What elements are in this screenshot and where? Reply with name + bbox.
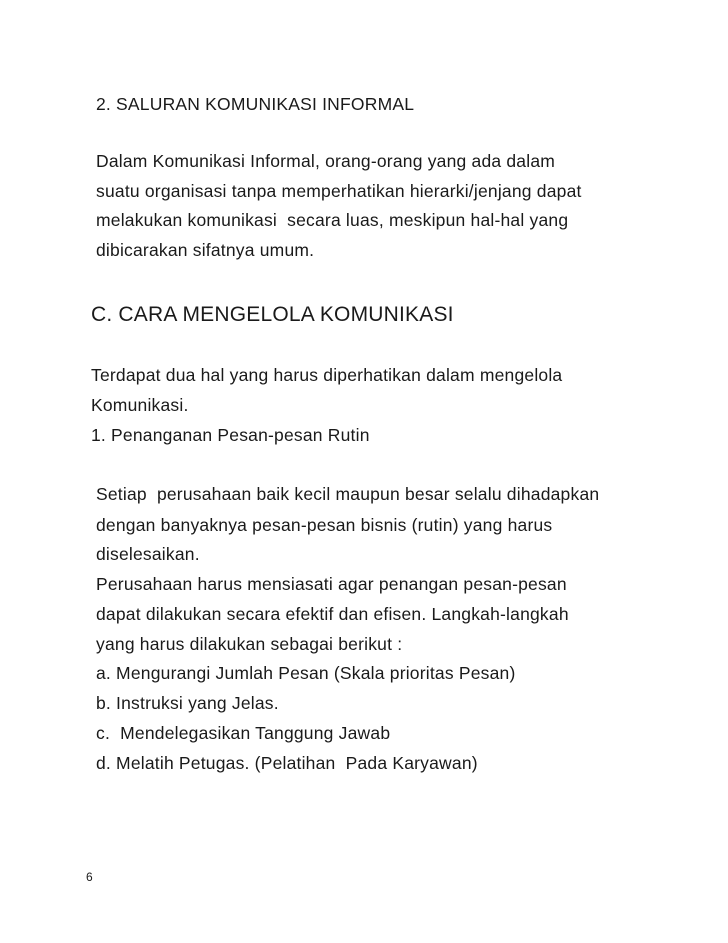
body-line: yang harus dilakukan sebagai berikut : <box>96 634 403 654</box>
body-line: diselesaikan. <box>96 544 200 564</box>
section-heading-saluran-informal: 2. SALURAN KOMUNIKASI INFORMAL <box>96 94 415 114</box>
intro-line: Terdapat dua hal yang harus diperhatikan dalam mengelola <box>91 365 563 385</box>
paragraph-line: dibicarakan sifatnya umum. <box>96 240 315 260</box>
list-item: b. Instruksi yang Jelas. <box>96 693 279 713</box>
paragraph-line: melakukan komunikasi secara luas, meskipun hal-hal yang <box>96 210 569 230</box>
list-item: c. Mendelegasikan Tanggung Jawab <box>96 723 391 743</box>
list-item: a. Mengurangi Jumlah Pesan (Skala prioritas Pesan) <box>96 663 516 683</box>
body-line: Perusahaan harus mensiasati agar penangan pesan-pesan <box>96 574 567 594</box>
list-item: d. Melatih Petugas. (Pelatihan Pada Karyawan) <box>96 753 478 773</box>
body-line: Setiap perusahaan baik kecil maupun besar selalu dihadapkan <box>96 484 600 504</box>
subheading-penanganan-pesan: 1. Penanganan Pesan-pesan Rutin <box>91 425 370 445</box>
paragraph-line: Dalam Komunikasi Informal, orang-orang yang ada dalam <box>96 151 556 171</box>
intro-line: Komunikasi. <box>91 395 189 415</box>
paragraph-line: suatu organisasi tanpa memperhatikan hierarki/jenjang dapat <box>96 181 582 201</box>
body-line: dengan banyaknya pesan-pesan bisnis (rutin) yang harus <box>96 515 553 535</box>
page-number: 6 <box>86 870 93 884</box>
section-heading-cara-mengelola: C. CARA MENGELOLA KOMUNIKASI <box>91 303 454 326</box>
body-line: dapat dilakukan secara efektif dan efisen. Langkah-langkah <box>96 604 569 624</box>
